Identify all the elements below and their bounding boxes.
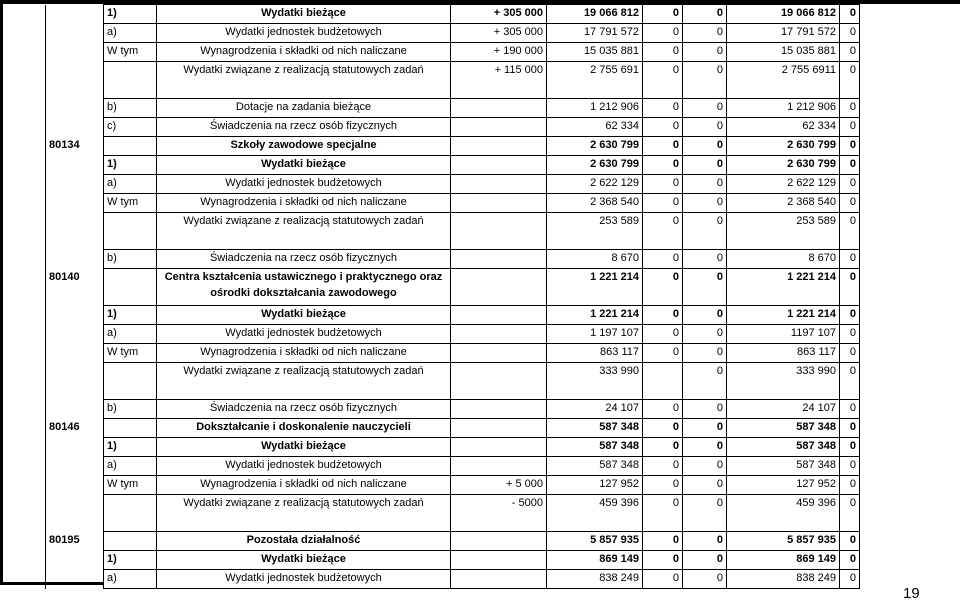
column-value-cell: 0 — [643, 213, 683, 250]
planned-amount-cell: 459 396 — [547, 495, 643, 532]
column-value-cell: 0 — [643, 438, 683, 457]
planned-amount-cell: 253 589 — [547, 213, 643, 250]
table-row — [46, 551, 860, 570]
column-value-cell: 0 — [683, 137, 727, 156]
planned-amount-cell: 62 334 — [547, 118, 643, 137]
total-amount-cell: 333 990 — [727, 363, 840, 400]
item-name-cell: Wydatki związane z realizacją statutowych zadań — [157, 363, 451, 400]
item-label-cell: b) — [104, 400, 157, 419]
column-value-cell: 0 — [643, 306, 683, 325]
table-row — [46, 213, 860, 250]
column-value-cell: 0 — [683, 175, 727, 194]
planned-amount-cell: 15 035 881 — [547, 43, 643, 62]
code-cell: 80195 — [46, 532, 104, 551]
table-row — [46, 156, 860, 175]
table-row — [46, 325, 860, 344]
item-label-cell — [104, 419, 157, 438]
table-row — [46, 43, 860, 62]
item-label-cell: W tym — [104, 194, 157, 213]
change-amount-cell — [451, 325, 547, 344]
column-value-cell: 0 — [643, 476, 683, 495]
column-value-cell: 0 — [840, 24, 860, 43]
total-amount-cell: 869 149 — [727, 551, 840, 570]
column-value-cell: 0 — [643, 137, 683, 156]
column-value-cell: 0 — [643, 269, 683, 306]
total-amount-cell: 127 952 — [727, 476, 840, 495]
column-value-cell: 0 — [643, 400, 683, 419]
total-amount-cell: 863 117 — [727, 344, 840, 363]
code-cell: 80140 — [46, 269, 104, 306]
column-value-cell: 0 — [683, 495, 727, 532]
column-value-cell: 0 — [840, 476, 860, 495]
code-cell — [46, 99, 104, 118]
section-row — [46, 532, 860, 551]
column-value-cell: 0 — [840, 438, 860, 457]
column-value-cell: 0 — [840, 551, 860, 570]
item-label-cell: 1) — [104, 438, 157, 457]
table-row — [46, 306, 860, 325]
item-name-cell: Wydatki jednostek budżetowych — [157, 325, 451, 344]
code-cell — [46, 306, 104, 325]
code-cell — [46, 400, 104, 419]
planned-amount-cell: 5 857 935 — [547, 532, 643, 551]
planned-amount-cell: 8 670 — [547, 250, 643, 269]
column-value-cell: 0 — [840, 137, 860, 156]
column-value-cell: 0 — [683, 194, 727, 213]
total-amount-cell: 17 791 572 — [727, 24, 840, 43]
change-amount-cell: + 5 000 — [451, 476, 547, 495]
change-amount-cell: + 115 000 — [451, 62, 547, 99]
item-label-cell: W tym — [104, 476, 157, 495]
code-cell — [46, 570, 104, 589]
table-row — [46, 250, 860, 269]
total-amount-cell: 2 368 540 — [727, 194, 840, 213]
budget-expenditure-table — [45, 4, 860, 589]
item-label-cell — [104, 213, 157, 250]
table-row — [46, 99, 860, 118]
code-cell — [46, 457, 104, 476]
column-value-cell: 0 — [683, 213, 727, 250]
item-label-cell: a) — [104, 325, 157, 344]
item-label-cell: b) — [104, 99, 157, 118]
item-name-cell: Wydatki jednostek budżetowych — [157, 175, 451, 194]
planned-amount-cell: 2 368 540 — [547, 194, 643, 213]
column-value-cell: 0 — [840, 344, 860, 363]
column-value-cell: 0 — [643, 344, 683, 363]
change-amount-cell: + 190 000 — [451, 43, 547, 62]
total-amount-cell: 1 221 214 — [727, 306, 840, 325]
column-value-cell: 0 — [840, 400, 860, 419]
item-label-cell — [104, 532, 157, 551]
item-name-cell: Wydatki związane z realizacją statutowych zadań — [157, 495, 451, 532]
column-value-cell: 0 — [840, 532, 860, 551]
total-amount-cell: 15 035 881 — [727, 43, 840, 62]
table-row — [46, 62, 860, 99]
change-amount-cell — [451, 156, 547, 175]
item-label-cell: a) — [104, 24, 157, 43]
column-value-cell: 0 — [643, 118, 683, 137]
table-row — [46, 118, 860, 137]
total-amount-cell: 459 396 — [727, 495, 840, 532]
section-row — [46, 137, 860, 156]
item-name-cell: Dotacje na zadania bieżące — [157, 99, 451, 118]
change-amount-cell — [451, 175, 547, 194]
change-amount-cell: + 305 000 — [451, 24, 547, 43]
item-label-cell — [104, 269, 157, 306]
planned-amount-cell: 863 117 — [547, 344, 643, 363]
total-amount-cell: 2 630 799 — [727, 137, 840, 156]
column-value-cell: 0 — [683, 532, 727, 551]
table-row — [46, 476, 860, 495]
item-label-cell — [104, 62, 157, 99]
item-label-cell: a) — [104, 570, 157, 589]
column-value-cell: 0 — [840, 194, 860, 213]
change-amount-cell — [451, 438, 547, 457]
planned-amount-cell: 838 249 — [547, 570, 643, 589]
item-label-cell — [104, 495, 157, 532]
page-number: 19 — [903, 585, 920, 602]
change-amount-cell — [451, 250, 547, 269]
planned-amount-cell: 19 066 812 — [547, 5, 643, 24]
code-cell — [46, 5, 104, 24]
total-amount-cell: 253 589 — [727, 213, 840, 250]
column-value-cell: 0 — [840, 156, 860, 175]
item-label-cell: 1) — [104, 5, 157, 24]
item-label-cell — [104, 137, 157, 156]
item-name-cell: Wydatki związane z realizacją statutowych zadań — [157, 213, 451, 250]
total-amount-cell: 2 622 129 — [727, 175, 840, 194]
planned-amount-cell: 587 348 — [547, 438, 643, 457]
total-amount-cell: 1197 107 — [727, 325, 840, 344]
column-value-cell: 0 — [840, 250, 860, 269]
column-value-cell: 0 — [643, 457, 683, 476]
change-amount-cell: + 305 000 — [451, 5, 547, 24]
column-value-cell: 0 — [683, 344, 727, 363]
column-value-cell: 0 — [683, 570, 727, 589]
item-name-cell: Wydatki bieżące — [157, 438, 451, 457]
item-name-cell: Świadczenia na rzecz osób fizycznych — [157, 250, 451, 269]
item-label-cell: W tym — [104, 344, 157, 363]
column-value-cell: 0 — [683, 5, 727, 24]
code-cell — [46, 175, 104, 194]
table-body — [46, 5, 860, 589]
item-label-cell: 1) — [104, 306, 157, 325]
code-cell — [46, 363, 104, 400]
total-amount-cell: 587 348 — [727, 457, 840, 476]
change-amount-cell — [451, 400, 547, 419]
column-value-cell: 0 — [683, 269, 727, 306]
column-value-cell: 0 — [643, 43, 683, 62]
planned-amount-cell: 869 149 — [547, 551, 643, 570]
code-cell — [46, 344, 104, 363]
planned-amount-cell: 127 952 — [547, 476, 643, 495]
section-row — [46, 419, 860, 438]
table-row — [46, 24, 860, 43]
column-value-cell: 0 — [840, 99, 860, 118]
item-name-cell: Wydatki bieżące — [157, 306, 451, 325]
planned-amount-cell: 2 630 799 — [547, 156, 643, 175]
change-amount-cell — [451, 213, 547, 250]
item-name-cell: Wydatki związane z realizacją statutowych zadań — [157, 62, 451, 99]
table-row — [46, 344, 860, 363]
item-name-cell: Wynagrodzenia i składki od nich naliczane — [157, 194, 451, 213]
item-label-cell: W tym — [104, 43, 157, 62]
column-value-cell: 0 — [683, 325, 727, 344]
column-value-cell: 0 — [643, 570, 683, 589]
column-value-cell: 0 — [840, 306, 860, 325]
column-value-cell: 0 — [840, 570, 860, 589]
change-amount-cell — [451, 457, 547, 476]
item-label-cell: a) — [104, 457, 157, 476]
section-row — [46, 269, 860, 306]
item-name-cell: Wynagrodzenia i składki od nich naliczane — [157, 43, 451, 62]
column-value-cell: 0 — [683, 24, 727, 43]
item-name-cell: Wydatki bieżące — [157, 5, 451, 24]
column-value-cell: 0 — [643, 532, 683, 551]
planned-amount-cell: 17 791 572 — [547, 24, 643, 43]
planned-amount-cell: 587 348 — [547, 419, 643, 438]
table-row — [46, 495, 860, 532]
change-amount-cell — [451, 269, 547, 306]
table-row — [46, 457, 860, 476]
column-value-cell: 0 — [840, 62, 860, 99]
column-value-cell: 0 — [840, 213, 860, 250]
total-amount-cell: 1 221 214 — [727, 269, 840, 306]
change-amount-cell — [451, 99, 547, 118]
change-amount-cell — [451, 137, 547, 156]
planned-amount-cell: 2 755 691 — [547, 62, 643, 99]
code-cell — [46, 194, 104, 213]
column-value-cell: 0 — [840, 363, 860, 400]
column-value-cell: 0 — [683, 476, 727, 495]
item-label-cell: a) — [104, 175, 157, 194]
table-row — [46, 194, 860, 213]
planned-amount-cell: 587 348 — [547, 457, 643, 476]
planned-amount-cell: 1 221 214 — [547, 306, 643, 325]
planned-amount-cell: 333 990 — [547, 363, 643, 400]
code-cell — [46, 118, 104, 137]
code-cell — [46, 213, 104, 250]
planned-amount-cell: 2 622 129 — [547, 175, 643, 194]
item-name-cell: Wynagrodzenia i składki od nich naliczane — [157, 476, 451, 495]
column-value-cell: 0 — [643, 175, 683, 194]
code-cell — [46, 24, 104, 43]
code-cell — [46, 250, 104, 269]
item-label-cell: 1) — [104, 551, 157, 570]
column-value-cell: 0 — [683, 62, 727, 99]
item-name-cell: Dokształcanie i doskonalenie nauczycieli — [157, 419, 451, 438]
column-value-cell: 0 — [683, 118, 727, 137]
column-value-cell: 0 — [643, 156, 683, 175]
column-value-cell: 0 — [643, 99, 683, 118]
left-border — [0, 0, 3, 584]
table-row — [46, 363, 860, 400]
total-amount-cell: 62 334 — [727, 118, 840, 137]
code-cell — [46, 62, 104, 99]
column-value-cell: 0 — [643, 495, 683, 532]
total-amount-cell: 838 249 — [727, 570, 840, 589]
item-name-cell: Wydatki bieżące — [157, 156, 451, 175]
item-name-cell: Wydatki jednostek budżetowych — [157, 457, 451, 476]
column-value-cell: 0 — [840, 419, 860, 438]
change-amount-cell — [451, 194, 547, 213]
column-value-cell: 0 — [683, 43, 727, 62]
change-amount-cell — [451, 306, 547, 325]
column-value-cell: 0 — [683, 457, 727, 476]
column-value-cell: 0 — [683, 551, 727, 570]
column-value-cell: 0 — [840, 5, 860, 24]
item-label-cell: b) — [104, 250, 157, 269]
column-value-cell: 0 — [840, 325, 860, 344]
column-value-cell: 0 — [643, 325, 683, 344]
planned-amount-cell: 1 197 107 — [547, 325, 643, 344]
change-amount-cell — [451, 118, 547, 137]
column-value-cell: 0 — [683, 363, 727, 400]
change-amount-cell — [451, 532, 547, 551]
column-value-cell — [643, 363, 683, 400]
code-cell: 80146 — [46, 419, 104, 438]
table-row — [46, 438, 860, 457]
column-value-cell: 0 — [840, 43, 860, 62]
column-value-cell: 0 — [840, 175, 860, 194]
table-row — [46, 5, 860, 24]
planned-amount-cell: 2 630 799 — [547, 137, 643, 156]
column-value-cell: 0 — [683, 438, 727, 457]
change-amount-cell — [451, 419, 547, 438]
total-amount-cell: 8 670 — [727, 250, 840, 269]
change-amount-cell: - 5000 — [451, 495, 547, 532]
table-row — [46, 400, 860, 419]
column-value-cell: 0 — [643, 5, 683, 24]
code-cell: 80134 — [46, 137, 104, 156]
column-value-cell: 0 — [683, 99, 727, 118]
column-value-cell: 0 — [840, 269, 860, 306]
total-amount-cell: 19 066 812 — [727, 5, 840, 24]
total-amount-cell: 24 107 — [727, 400, 840, 419]
change-amount-cell — [451, 551, 547, 570]
column-value-cell: 0 — [683, 250, 727, 269]
column-value-cell: 0 — [643, 551, 683, 570]
item-name-cell: Wydatki bieżące — [157, 551, 451, 570]
planned-amount-cell: 24 107 — [547, 400, 643, 419]
total-amount-cell: 1 212 906 — [727, 99, 840, 118]
item-label-cell: c) — [104, 118, 157, 137]
change-amount-cell — [451, 344, 547, 363]
column-value-cell: 0 — [840, 495, 860, 532]
change-amount-cell — [451, 363, 547, 400]
item-label-cell — [104, 363, 157, 400]
column-value-cell: 0 — [643, 24, 683, 43]
item-name-cell: Wydatki jednostek budżetowych — [157, 24, 451, 43]
column-value-cell: 0 — [840, 118, 860, 137]
item-label-cell: 1) — [104, 156, 157, 175]
column-value-cell: 0 — [683, 419, 727, 438]
total-amount-cell: 5 857 935 — [727, 532, 840, 551]
column-value-cell: 0 — [643, 194, 683, 213]
column-value-cell: 0 — [643, 62, 683, 99]
column-value-cell: 0 — [643, 419, 683, 438]
column-value-cell: 0 — [683, 400, 727, 419]
column-value-cell: 0 — [683, 306, 727, 325]
table-row — [46, 570, 860, 589]
total-amount-cell: 2 755 6911 — [727, 62, 840, 99]
item-name-cell: Wydatki jednostek budżetowych — [157, 570, 451, 589]
column-value-cell: 0 — [643, 250, 683, 269]
item-name-cell: Centra kształcenia ustawicznego i praktycznego oraz ośrodki dokształcania zawodowego — [157, 269, 451, 306]
planned-amount-cell: 1 221 214 — [547, 269, 643, 306]
code-cell — [46, 495, 104, 532]
table-row — [46, 175, 860, 194]
code-cell — [46, 43, 104, 62]
total-amount-cell: 587 348 — [727, 438, 840, 457]
total-amount-cell: 587 348 — [727, 419, 840, 438]
column-value-cell: 0 — [683, 156, 727, 175]
code-cell — [46, 156, 104, 175]
item-name-cell: Szkoły zawodowe specjalne — [157, 137, 451, 156]
column-value-cell: 0 — [840, 457, 860, 476]
item-name-cell: Świadczenia na rzecz osób fizycznych — [157, 400, 451, 419]
code-cell — [46, 551, 104, 570]
item-name-cell: Pozostała działalność — [157, 532, 451, 551]
code-cell — [46, 325, 104, 344]
code-cell — [46, 438, 104, 457]
total-amount-cell: 2 630 799 — [727, 156, 840, 175]
item-name-cell: Świadczenia na rzecz osób fizycznych — [157, 118, 451, 137]
item-name-cell: Wynagrodzenia i składki od nich naliczane — [157, 344, 451, 363]
planned-amount-cell: 1 212 906 — [547, 99, 643, 118]
code-cell — [46, 476, 104, 495]
change-amount-cell — [451, 570, 547, 589]
